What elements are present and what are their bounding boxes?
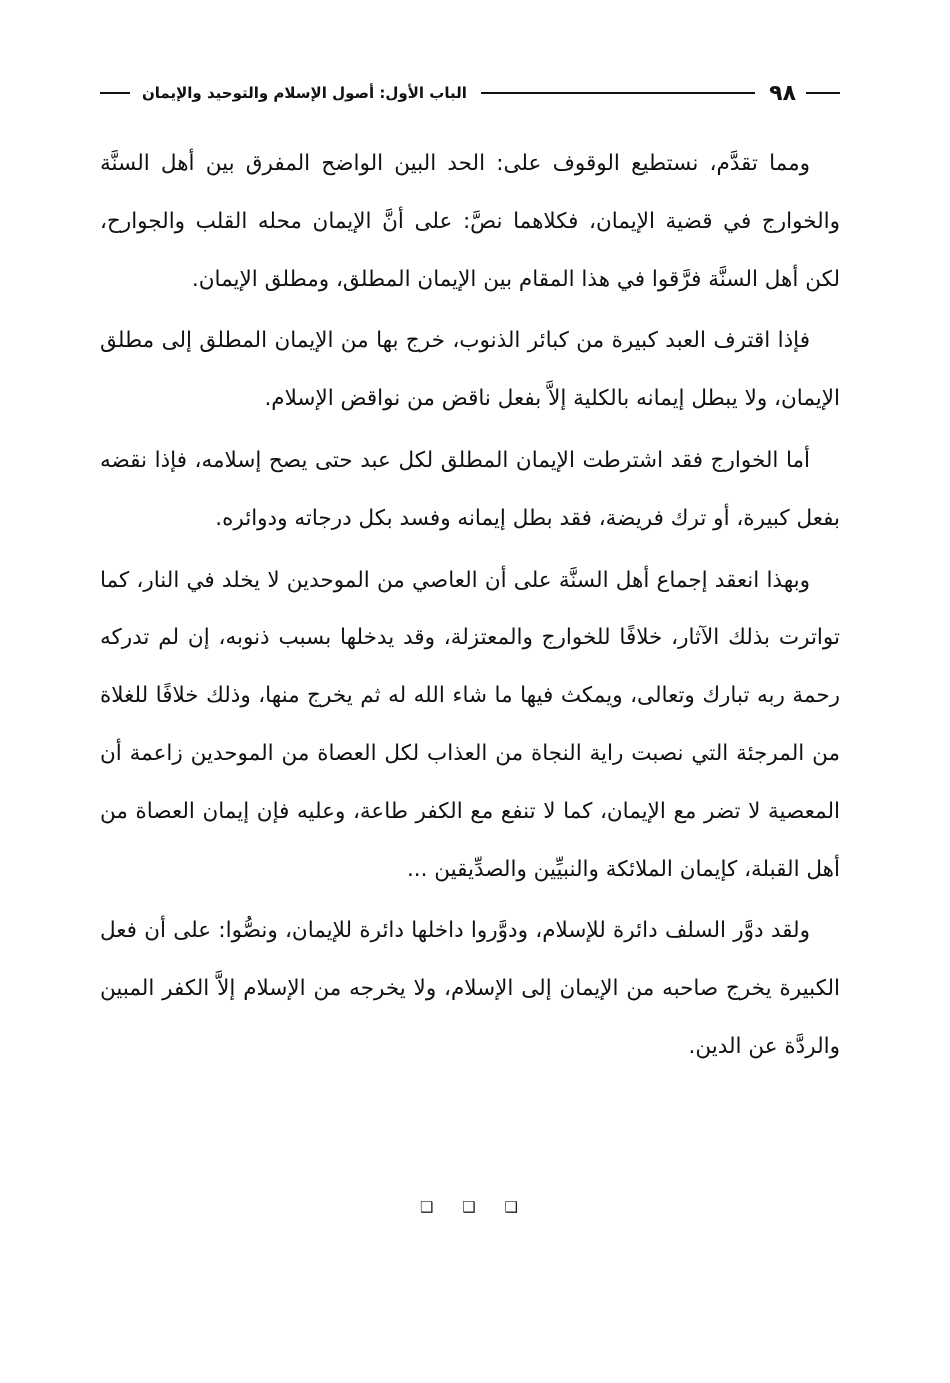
- paragraph-3: أما الخوارج فقد اشترطت الإيمان المطلق لكل عبد حتى يصح إسلامه، فإذا نقضه بفعل كبيرة، أو ترك فريضة، فقد بطل إيمانه وفسد بكل درجاته ودوائره.: [100, 447, 840, 531]
- page-number: ٩٨: [769, 80, 796, 106]
- paragraph-4: وبهذا انعقد إجماع أهل السنَّة على أن العاصي من الموحدين لا يخلد في النار، كما تواترت بذلك الآثار، خلافًا للخوارج والمعتزلة، وقد يدخلها بسبب ذنوبه، إن لم تدركه رحمة ربه تبارك وتعالى، ويمكث فيها ما شاء الله له ثم يخرج منها، وذلك خلافًا للغلاة من المرجئة التي نصبت راية النجاة من العذاب لكل العصاة من الموحدين زاعمة أن المعصية لا تضر مع الإيمان، كما لا تنفع مع الكفر طاعة، وعليه فإن إيمان العصاة من أهل القبلة، كإيمان الملائكة والنبيِّين والصدِّيقين ...: [100, 567, 840, 882]
- body-text: [100, 135, 840, 1076]
- running-header: [100, 78, 840, 108]
- paragraph-1: ومما تقدَّم، نستطيع الوقوف على: الحد البين الواضح المفرق بين أهل السنَّة والخوارج في قضية الإيمان، فكلاهما نصَّ: على أنَّ الإيمان محله القلب والجوارح، لكن أهل السنَّة فرَّقوا في هذا المقام بين الإيمان المطلق، ومطلق الإيمان.: [100, 151, 840, 292]
- header-dash-left: [100, 92, 130, 94]
- section-end-ornament: ❑ ❑ ❑: [420, 1198, 530, 1216]
- paragraph-2: فإذا اقترف العبد كبيرة من كبائر الذنوب، خرج بها من الإيمان المطلق إلى مطلق الإيمان، ولا يبطل إيمانه بالكلية إلاَّ بفعل ناقض من نواقض الإسلام.: [100, 328, 840, 412]
- chapter-title: الباب الأول: أصول الإسلام والتوحيد والإيمان: [142, 84, 467, 102]
- paragraph-5: ولقد دوَّر السلف دائرة للإسلام، ودوَّروا داخلها دائرة للإيمان، ونصُّوا: على أن فعل الكبيرة يخرج صاحبه من الإيمان إلى الإسلام، ولا يخرجه من الإسلام إلاَّ الكفر المبين والردَّة عن الدين.: [100, 918, 840, 1059]
- header-dash-right: [806, 92, 840, 94]
- header-rule: [481, 92, 755, 94]
